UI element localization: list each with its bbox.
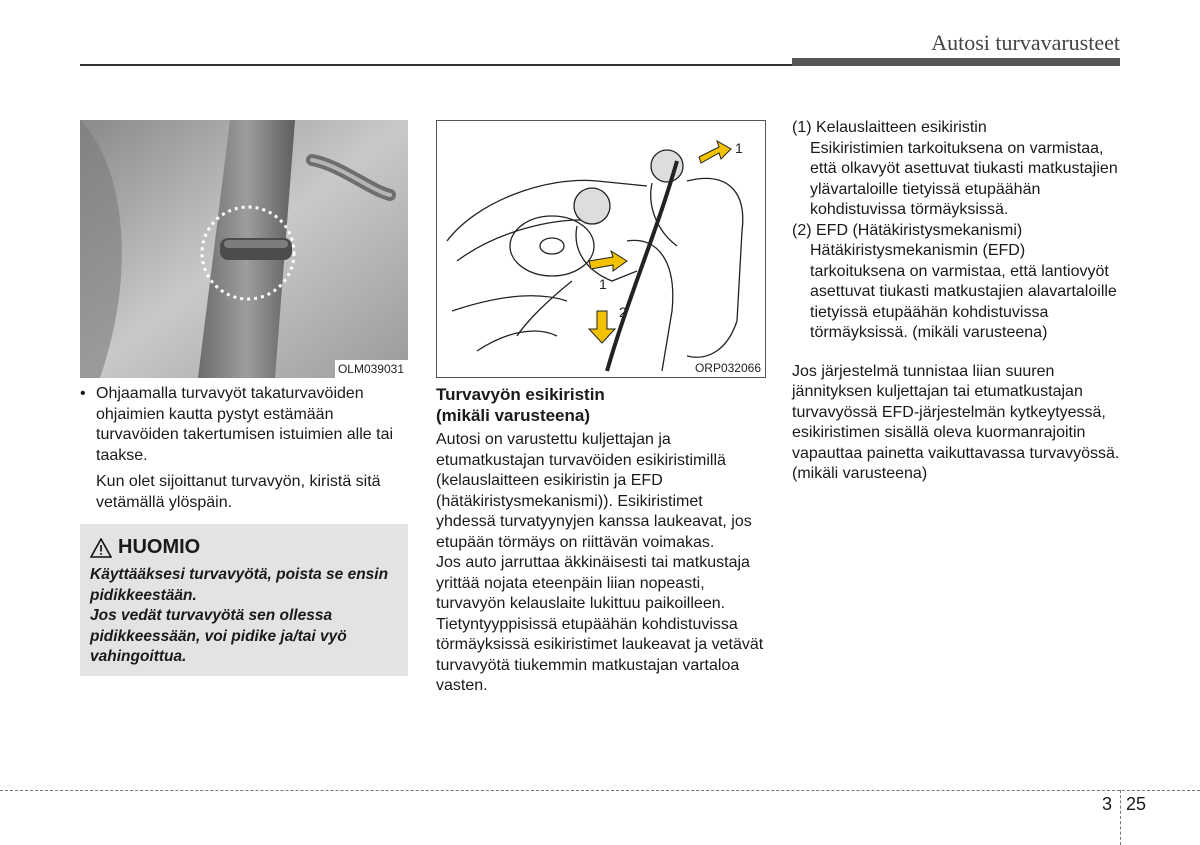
column-1 — [80, 384, 408, 513]
footer-rule — [0, 790, 1200, 791]
marker-1-middle: 1 — [599, 276, 607, 292]
page-header-title: Autosi turvavarusteet — [931, 30, 1120, 55]
pretensioner-figure — [436, 120, 766, 378]
bullet-mark: • — [80, 385, 86, 402]
seatbelt-guide-photo — [80, 120, 408, 378]
column-3 — [792, 118, 1122, 485]
pretensioner-illustration — [437, 121, 765, 377]
figure-code-left: OLM039031 — [337, 362, 404, 376]
paragraph-2: Jos auto jarruttaa äkkinäisesti tai matkustaja yrittää nojata eteenpäin liian nopeasti, turvavyön kelauslaite lukittuu paikoilleen. Tietyntyyppisissä etupäähän kohdistuvissa törmäyksissä esikiristimet laukeavat ja vetävät turvavyötä tiukemmin matkustajan vartaloa vasten. — [436, 554, 764, 694]
seatbelt-guide-illustration — [80, 120, 408, 378]
bullet-item — [80, 384, 408, 466]
header-bar — [792, 58, 1120, 66]
warning-triangle-icon — [90, 538, 112, 558]
page-number: 25 — [1126, 794, 1147, 814]
marker-2: 2 — [619, 304, 627, 320]
paragraph-load-limiter: Jos järjestelmä tunnistaa liian suuren jännityksen kuljettajan tai etumatkustajan turvavyössä EFD-järjestelmän kytkeytyessä, esikiristimen sisällä oleva kuormanrajoitin vapauttaa painetta vaikuttavassa turvavyössä. (mikäli varusteena) — [792, 362, 1120, 482]
chapter-number: 3 — [1102, 794, 1113, 814]
bullet-text: Ohjaamalla turvavyöt takaturvavöiden ohjaimien kautta pystyt estämään turvavöiden takertumisen istuimien alle tai taakse. — [96, 385, 394, 464]
header-rule — [80, 64, 792, 66]
notice-line-2: Jos vedät turvavyötä sen ollessa pidikkeessään, voi pidike ja/tai vyö vahingoittua. — [90, 607, 347, 665]
item-2-text: Hätäkiristysmekanismin (EFD) tarkoituksena on varmistaa, että lantiovyöt asettuvat tiukasti matkustajien alavartaloille tietyissä etupäähän kohdistuvissa törmäyksissä. (mikäli varusteena) — [810, 242, 1117, 341]
item-1-label: (1) Kelauslaitteen esikiristin — [792, 119, 987, 136]
notice-header — [90, 536, 398, 559]
notice-box — [80, 524, 408, 676]
notice-title: HUOMIO — [118, 536, 201, 558]
section-heading-line-2: (mikäli varusteena) — [436, 406, 591, 425]
item-2-label: (2) EFD (Hätäkiristysmekanismi) — [792, 221, 1023, 239]
bullet-followup-text: Kun olet sijoittanut turvavyön, kiristä sitä vetämällä ylöspäin. — [96, 473, 381, 511]
notice-line-1: Käyttääksesi turvavyötä, poista se ensin pidikkeestään. — [90, 566, 389, 604]
column-2 — [436, 384, 766, 697]
section-heading-line-1: Turvavyön esikiristin — [436, 385, 605, 404]
marker-1-top: 1 — [735, 140, 743, 156]
footer-divider — [1120, 790, 1121, 845]
section-heading — [436, 384, 766, 426]
paragraph-1: Autosi on varustettu kuljettajan ja etumatkustajan turvavöiden esikiristimillä (kelauslaitteen esikiristin ja EFD (hätäkiristysmekanismi)). Esikiristimet yhdessä turvatyynyjen kanssa laukeavat, jos etupään törmäys on riittävän voimakas. — [436, 431, 752, 551]
item-1-text: Esikiristimien tarkoituksena on varmistaa, että olkavyöt asettuvat tiukasti matkustajien ylävartaloille tietyissä etupäähän kohdistuvissa törmäyksissä. — [810, 139, 1118, 218]
figure-code-right: ORP032066 — [694, 361, 761, 375]
